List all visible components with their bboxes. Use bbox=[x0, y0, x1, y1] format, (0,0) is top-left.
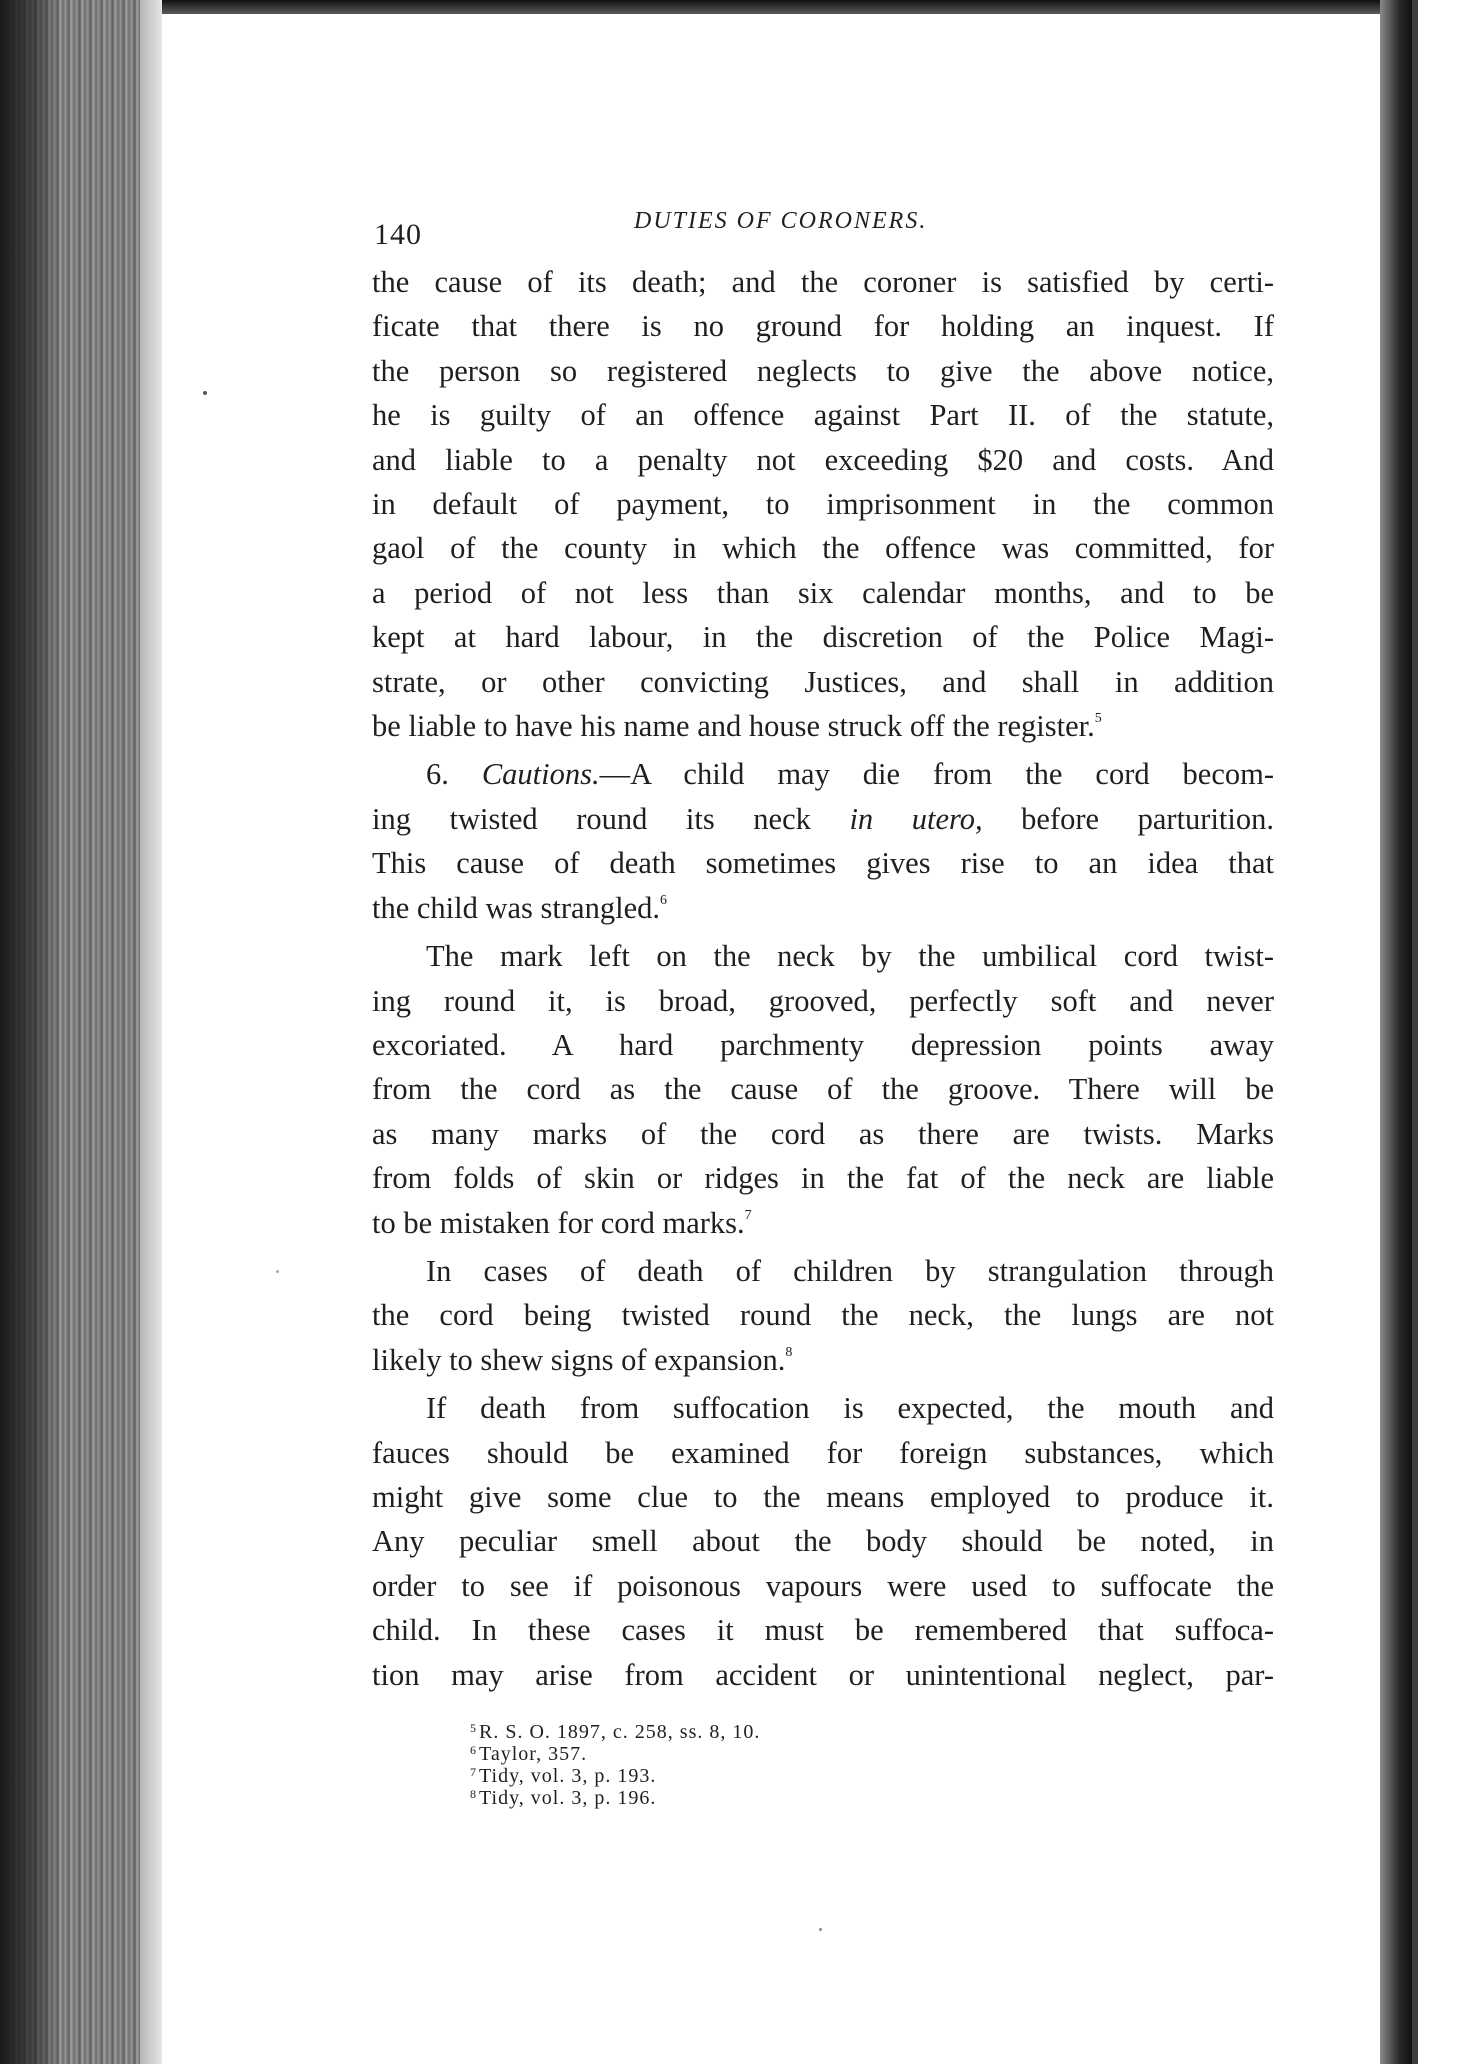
gutter-shadow bbox=[1380, 0, 1412, 2064]
footnote-mark: 7 bbox=[470, 1765, 477, 1779]
scan-speck bbox=[203, 391, 207, 395]
text-line: In cases of death of children by strangulation through bbox=[426, 1253, 1274, 1288]
text-line: gaol of the county in which the offence was committed, for bbox=[372, 531, 1274, 566]
text-line: as many marks of the cord as there are twists. Marks bbox=[372, 1116, 1274, 1151]
text-line-content: likely to shew signs of expansion. bbox=[372, 1342, 786, 1377]
text-line-content: before parturition. bbox=[982, 801, 1274, 836]
text-line: This cause of death sometimes gives rise to an idea that bbox=[372, 846, 1274, 881]
footnote bbox=[470, 1787, 1274, 1809]
footnote-text: R. S. O. 1897, c. 258, ss. 8, 10. bbox=[479, 1721, 761, 1743]
text-line: excoriated. A hard parchmenty depression points away bbox=[372, 1027, 1274, 1062]
text-line: he is guilty of an offence against Part II. of the statute, bbox=[372, 398, 1274, 433]
text-line: If death from suffocation is expected, the mouth and bbox=[426, 1391, 1274, 1426]
book-spine-shadow bbox=[0, 0, 60, 2064]
footnote-ref: 6 bbox=[659, 892, 667, 908]
body-text bbox=[372, 260, 1274, 1697]
text-line: ing round it, is broad, grooved, perfectly soft and never bbox=[372, 983, 1274, 1018]
page-edge-highlight bbox=[140, 0, 162, 2064]
footnote-text: Tidy, vol. 3, p. 196. bbox=[479, 1787, 657, 1809]
facing-page-edge bbox=[1412, 0, 1418, 2064]
paragraph bbox=[372, 934, 1274, 1245]
footnote bbox=[470, 1765, 1274, 1787]
facing-page bbox=[1412, 0, 1480, 2064]
running-head bbox=[372, 200, 1274, 260]
text-line-content: be liable to have his name and house struck off the register. bbox=[372, 709, 1095, 744]
paragraph bbox=[372, 260, 1274, 748]
paragraph bbox=[372, 1249, 1274, 1382]
text-line bbox=[372, 1338, 1274, 1382]
text-line-content: —A child may die from the cord becom- bbox=[599, 757, 1274, 792]
text-line: might give some clue to the means employed to produce it. bbox=[372, 1479, 1274, 1514]
footnote-text: Taylor, 357. bbox=[479, 1743, 588, 1765]
text-line: order to see if poisonous vapours were used to suffocate the bbox=[372, 1568, 1274, 1603]
text-line bbox=[372, 752, 1274, 796]
footnote bbox=[470, 1743, 1274, 1765]
footnote-mark: 5 bbox=[470, 1721, 477, 1735]
footnote-mark: 6 bbox=[470, 1743, 477, 1757]
scan-speck bbox=[276, 1270, 279, 1273]
text-line bbox=[372, 886, 1274, 930]
text-line: Any peculiar smell about the body should be noted, in bbox=[372, 1524, 1274, 1559]
scan-speck bbox=[819, 1928, 822, 1931]
text-line: fauces should be examined for foreign substances, which bbox=[372, 1435, 1274, 1470]
text-line: in default of payment, to imprisonment in the common bbox=[372, 487, 1274, 522]
text-line-content: ing twisted round its neck bbox=[372, 801, 850, 836]
running-title: DUTIES OF CORONERS. bbox=[634, 208, 928, 234]
page-number: 140 bbox=[374, 218, 422, 251]
text-line: kept at hard labour, in the discretion of the Police Magi- bbox=[372, 620, 1274, 655]
paragraph bbox=[372, 752, 1274, 930]
footnote-ref: 7 bbox=[744, 1207, 752, 1223]
text-line-content: to be mistaken for cord marks. bbox=[372, 1205, 745, 1240]
footnotes bbox=[372, 1721, 1274, 1809]
section-heading: Cautions. bbox=[481, 757, 600, 792]
text-line: and liable to a penalty not exceeding $20 and costs. And bbox=[372, 442, 1274, 477]
text-line: the person so registered neglects to give the above notice, bbox=[372, 353, 1274, 388]
footnote-text: Tidy, vol. 3, p. 193. bbox=[479, 1765, 657, 1787]
page-text-block bbox=[372, 200, 1274, 1809]
text-line: the cord being twisted round the neck, the lungs are not bbox=[372, 1298, 1274, 1333]
scan-top-border bbox=[0, 0, 1480, 14]
section-number: 6. bbox=[426, 757, 449, 792]
text-line: from the cord as the cause of the groove. There will be bbox=[372, 1072, 1274, 1107]
text-line bbox=[372, 797, 1274, 841]
text-line: child. In these cases it must be remembered that suffoca- bbox=[372, 1613, 1274, 1648]
footnote bbox=[470, 1721, 1274, 1743]
text-line: the cause of its death; and the coroner is satisfied by certi- bbox=[372, 265, 1274, 299]
text-line: ficate that there is no ground for holding an inquest. If bbox=[372, 309, 1274, 344]
footnote-mark: 8 bbox=[470, 1787, 477, 1801]
text-line: a period of not less than six calendar months, and to be bbox=[372, 575, 1274, 610]
text-line bbox=[372, 1201, 1274, 1245]
text-line: tion may arise from accident or unintentional neglect, par- bbox=[372, 1657, 1274, 1692]
italic-phrase: in utero, bbox=[849, 801, 983, 836]
text-line: strate, or other convicting Justices, and shall in addition bbox=[372, 664, 1274, 699]
footnote-ref: 8 bbox=[785, 1344, 793, 1360]
text-line: The mark left on the neck by the umbilical cord twist- bbox=[426, 939, 1274, 974]
paragraph bbox=[372, 1386, 1274, 1697]
text-line: from folds of skin or ridges in the fat of the neck are liable bbox=[372, 1161, 1274, 1196]
text-line-content: the child was strangled. bbox=[372, 890, 660, 925]
text-line bbox=[372, 704, 1274, 748]
footnote-ref: 5 bbox=[1094, 711, 1102, 727]
